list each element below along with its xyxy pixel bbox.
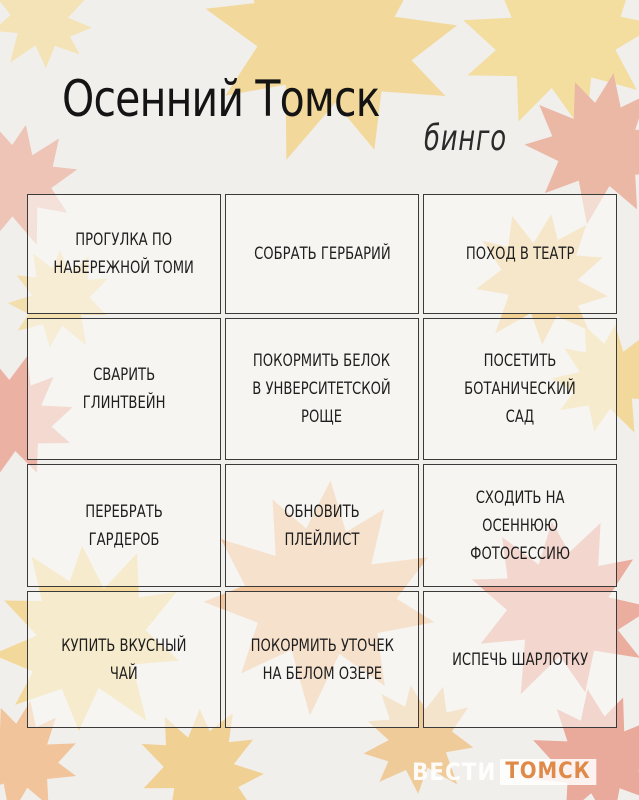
bingo-cell-label: СХОДИТЬ НА ОСЕННЮЮ ФОТОСЕССИЮ <box>470 487 570 564</box>
bingo-cell-label: ПРОГУЛКА ПО НАБЕРЕЖНОЙ ТОМИ <box>53 230 195 278</box>
bingo-cell[interactable] <box>225 464 419 587</box>
page-title: Осенний Томск <box>62 70 380 128</box>
bingo-cell[interactable] <box>225 318 419 460</box>
bingo-cell[interactable] <box>27 591 221 728</box>
bingo-cell-label: ОБНОВИТЬ ПЛЕЙЛИСТ <box>284 501 360 550</box>
bingo-cell-label: ПОКОРМИТЬ БЕЛОК В УНВЕРСИТЕТСКОЙ РОЩЕ <box>252 351 392 427</box>
bingo-cell-label: ИСПЕЧЬ ШАРЛОТКУ <box>451 649 589 670</box>
bingo-cell-label: ПОСЕТИТЬ БОТАНИЧЕСКИЙ САД <box>464 351 576 427</box>
bingo-cell[interactable] <box>27 464 221 587</box>
page-subtitle: бинго <box>424 118 507 159</box>
bingo-cell[interactable] <box>225 194 419 314</box>
vesti-tomsk-logo <box>412 758 607 786</box>
bingo-cell-label: СВАРИТЬ ГЛИНТВЕЙН <box>82 365 166 413</box>
bingo-cell[interactable] <box>423 464 617 587</box>
logo-vesti-text: ВЕСТИ <box>412 758 497 786</box>
bingo-cell-label: ПОКОРМИТЬ УТОЧЕК НА БЕЛОМ ОЗЕРЕ <box>250 635 394 684</box>
bingo-cell[interactable] <box>225 591 419 728</box>
bingo-cell[interactable] <box>423 591 617 728</box>
bingo-grid <box>27 194 617 728</box>
bingo-cell-label: КУПИТЬ ВКУСНЫЙ ЧАЙ <box>61 635 187 684</box>
bingo-cell[interactable] <box>423 194 617 314</box>
logo-tomsk-text: ТОМСК <box>500 759 596 785</box>
bingo-cell[interactable] <box>423 318 617 460</box>
bingo-cell[interactable] <box>27 194 221 314</box>
bingo-cell-label: СОБРАТЬ ГЕРБАРИЙ <box>253 244 391 264</box>
bingo-cell[interactable] <box>27 318 221 460</box>
bingo-cell-label: ПЕРЕБРАТЬ ГАРДЕРОБ <box>85 501 163 550</box>
bingo-cell-label: ПОХОД В ТЕАТР <box>465 244 575 264</box>
